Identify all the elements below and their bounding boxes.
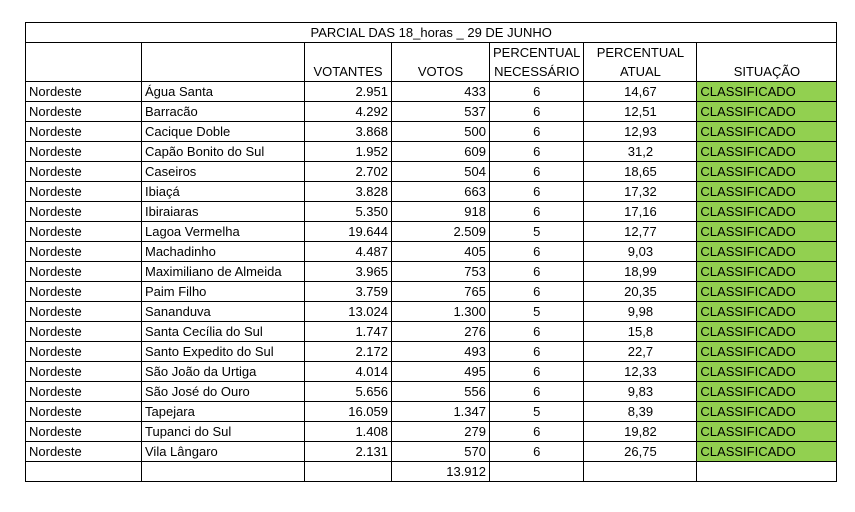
cell-percentual-atual[interactable]: 9,03 [584, 242, 697, 262]
header-percentual-necessario[interactable] [490, 43, 584, 82]
cell-votantes[interactable]: 3.828 [305, 182, 392, 202]
cell-votos[interactable]: 500 [392, 122, 490, 142]
cell-city[interactable]: Tapejara [142, 402, 305, 422]
header-perc-nec-line1: PERCENTUAL [493, 45, 581, 60]
cell-situacao[interactable]: CLASSIFICADO [697, 302, 837, 322]
cell-region[interactable]: Nordeste [26, 382, 142, 402]
table-row [26, 242, 837, 262]
table-row [26, 222, 837, 242]
table-row [26, 142, 837, 162]
cell-situacao[interactable]: CLASSIFICADO [697, 342, 837, 362]
cell-situacao[interactable]: CLASSIFICADO [697, 82, 837, 102]
cell-percentual-necessario[interactable]: 6 [490, 382, 584, 402]
header-votantes[interactable]: VOTANTES [305, 43, 392, 82]
cell-situacao[interactable]: CLASSIFICADO [697, 422, 837, 442]
cell-region[interactable]: Nordeste [26, 102, 142, 122]
cell-percentual-necessario[interactable]: 6 [490, 322, 584, 342]
cell-votantes[interactable]: 19.644 [305, 222, 392, 242]
cell-situacao[interactable]: CLASSIFICADO [697, 262, 837, 282]
cell-percentual-atual[interactable]: 18,65 [584, 162, 697, 182]
cell-region[interactable]: Nordeste [26, 222, 142, 242]
cell-city[interactable]: Lagoa Vermelha [142, 222, 305, 242]
cell-city[interactable]: São João da Urtiga [142, 362, 305, 382]
cell-votos[interactable]: 405 [392, 242, 490, 262]
cell-votos[interactable]: 276 [392, 322, 490, 342]
cell-city[interactable]: Paim Filho [142, 282, 305, 302]
cell-votos[interactable]: 537 [392, 102, 490, 122]
table-row [26, 442, 837, 462]
cell-percentual-atual[interactable]: 17,32 [584, 182, 697, 202]
cell-percentual-atual[interactable]: 31,2 [584, 142, 697, 162]
cell-votantes[interactable]: 2.131 [305, 442, 392, 462]
cell-percentual-atual[interactable]: 14,67 [584, 82, 697, 102]
header-percentual-atual[interactable] [584, 43, 697, 82]
cell-votantes[interactable]: 3.965 [305, 262, 392, 282]
table-row [26, 182, 837, 202]
cell-percentual-atual[interactable]: 26,75 [584, 442, 697, 462]
cell-votantes[interactable]: 2.172 [305, 342, 392, 362]
empty-cell[interactable] [584, 462, 697, 482]
cell-votos[interactable]: 1.347 [392, 402, 490, 422]
cell-region[interactable]: Nordeste [26, 162, 142, 182]
cell-city[interactable]: Ibiaçá [142, 182, 305, 202]
cell-situacao[interactable]: CLASSIFICADO [697, 142, 837, 162]
cell-percentual-necessario[interactable]: 6 [490, 182, 584, 202]
cell-situacao[interactable]: CLASSIFICADO [697, 322, 837, 342]
cell-percentual-atual[interactable]: 9,83 [584, 382, 697, 402]
header-perc-nec-line2: NECESSÁRIO [494, 64, 580, 79]
empty-cell[interactable] [490, 462, 584, 482]
table-row [26, 362, 837, 382]
cell-percentual-necessario[interactable]: 6 [490, 82, 584, 102]
cell-city[interactable]: Capão Bonito do Sul [142, 142, 305, 162]
empty-cell[interactable] [697, 462, 837, 482]
cell-votantes[interactable]: 13.024 [305, 302, 392, 322]
cell-votos[interactable]: 2.509 [392, 222, 490, 242]
cell-city[interactable]: Vila Lângaro [142, 442, 305, 462]
cell-votos[interactable]: 493 [392, 342, 490, 362]
cell-votantes[interactable]: 4.292 [305, 102, 392, 122]
cell-votantes[interactable]: 3.868 [305, 122, 392, 142]
cell-votos[interactable]: 433 [392, 82, 490, 102]
cell-votantes[interactable]: 1.747 [305, 322, 392, 342]
table-row [26, 342, 837, 362]
cell-percentual-atual[interactable]: 9,98 [584, 302, 697, 322]
cell-percentual-atual[interactable]: 15,8 [584, 322, 697, 342]
cell-situacao[interactable]: CLASSIFICADO [697, 162, 837, 182]
header-region[interactable] [26, 43, 142, 82]
cell-votantes[interactable]: 4.487 [305, 242, 392, 262]
cell-city[interactable]: Ibiraiaras [142, 202, 305, 222]
cell-percentual-atual[interactable]: 22,7 [584, 342, 697, 362]
cell-votos[interactable]: 495 [392, 362, 490, 382]
cell-city[interactable]: Sananduva [142, 302, 305, 322]
cell-votantes[interactable]: 2.702 [305, 162, 392, 182]
cell-votos[interactable]: 663 [392, 182, 490, 202]
cell-city[interactable]: Santa Cecília do Sul [142, 322, 305, 342]
cell-percentual-atual[interactable]: 17,16 [584, 202, 697, 222]
table-row [26, 262, 837, 282]
cell-votos[interactable]: 570 [392, 442, 490, 462]
cell-city[interactable]: Machadinho [142, 242, 305, 262]
cell-percentual-necessario[interactable]: 6 [490, 242, 584, 262]
cell-region[interactable]: Nordeste [26, 262, 142, 282]
cell-region[interactable]: Nordeste [26, 402, 142, 422]
total-row [26, 462, 837, 482]
table-row [26, 202, 837, 222]
cell-votos[interactable]: 279 [392, 422, 490, 442]
header-perc-atual-line2: ATUAL [619, 64, 661, 79]
empty-cell[interactable] [26, 462, 142, 482]
cell-percentual-necessario[interactable]: 6 [490, 142, 584, 162]
cell-votos[interactable]: 504 [392, 162, 490, 182]
cell-percentual-atual[interactable]: 18,99 [584, 262, 697, 282]
table-row [26, 382, 837, 402]
cell-percentual-atual[interactable]: 12,33 [584, 362, 697, 382]
table-row [26, 422, 837, 442]
cell-situacao[interactable]: CLASSIFICADO [697, 382, 837, 402]
cell-percentual-necessario[interactable]: 5 [490, 402, 584, 422]
table-row [26, 302, 837, 322]
cell-percentual-necessario[interactable]: 6 [490, 162, 584, 182]
cell-situacao[interactable]: CLASSIFICADO [697, 122, 837, 142]
total-votos[interactable]: 13.912 [392, 462, 490, 482]
header-votos[interactable]: VOTOS [392, 43, 490, 82]
cell-city[interactable]: Caseiros [142, 162, 305, 182]
cell-region[interactable]: Nordeste [26, 282, 142, 302]
cell-region[interactable]: Nordeste [26, 442, 142, 462]
cell-votantes[interactable]: 16.059 [305, 402, 392, 422]
cell-city[interactable]: Santo Expedito do Sul [142, 342, 305, 362]
cell-situacao[interactable]: CLASSIFICADO [697, 402, 837, 422]
cell-region[interactable]: Nordeste [26, 82, 142, 102]
cell-percentual-atual[interactable]: 12,51 [584, 102, 697, 122]
cell-votos[interactable]: 1.300 [392, 302, 490, 322]
cell-situacao[interactable]: CLASSIFICADO [697, 362, 837, 382]
cell-city[interactable]: Água Santa [142, 82, 305, 102]
cell-percentual-necessario[interactable]: 5 [490, 222, 584, 242]
cell-situacao[interactable]: CLASSIFICADO [697, 282, 837, 302]
cell-percentual-necessario[interactable]: 6 [490, 262, 584, 282]
cell-city[interactable]: Cacique Doble [142, 122, 305, 142]
title-row [26, 23, 837, 43]
cell-votantes[interactable]: 5.656 [305, 382, 392, 402]
cell-percentual-atual[interactable]: 12,77 [584, 222, 697, 242]
cell-percentual-necessario[interactable]: 6 [490, 122, 584, 142]
cell-votos[interactable]: 753 [392, 262, 490, 282]
cell-votantes[interactable]: 1.408 [305, 422, 392, 442]
cell-situacao[interactable]: CLASSIFICADO [697, 242, 837, 262]
cell-city[interactable]: Tupanci do Sul [142, 422, 305, 442]
cell-region[interactable]: Nordeste [26, 422, 142, 442]
cell-percentual-necessario[interactable]: 6 [490, 342, 584, 362]
cell-region[interactable]: Nordeste [26, 302, 142, 322]
header-perc-atual-line1: PERCENTUAL [596, 45, 685, 60]
sheet-title[interactable]: PARCIAL DAS 18_horas _ 29 DE JUNHO [26, 23, 837, 43]
header-city[interactable] [142, 43, 305, 82]
cell-votantes[interactable]: 4.014 [305, 362, 392, 382]
table-row [26, 102, 837, 122]
cell-percentual-atual[interactable]: 8,39 [584, 402, 697, 422]
table-row [26, 162, 837, 182]
cell-votantes[interactable]: 5.350 [305, 202, 392, 222]
table-row [26, 82, 837, 102]
cell-region[interactable]: Nordeste [26, 322, 142, 342]
cell-percentual-necessario[interactable]: 6 [490, 442, 584, 462]
cell-region[interactable]: Nordeste [26, 142, 142, 162]
cell-situacao[interactable]: CLASSIFICADO [697, 222, 837, 242]
cell-city[interactable]: Barracão [142, 102, 305, 122]
cell-percentual-necessario[interactable]: 6 [490, 202, 584, 222]
table-row [26, 402, 837, 422]
cell-city[interactable]: Maximiliano de Almeida [142, 262, 305, 282]
cell-situacao[interactable]: CLASSIFICADO [697, 182, 837, 202]
table-row [26, 282, 837, 302]
cell-region[interactable]: Nordeste [26, 202, 142, 222]
cell-votos[interactable]: 918 [392, 202, 490, 222]
cell-percentual-necessario[interactable]: 5 [490, 302, 584, 322]
cell-votos[interactable]: 556 [392, 382, 490, 402]
empty-cell[interactable] [142, 462, 305, 482]
cell-percentual-atual[interactable]: 12,93 [584, 122, 697, 142]
cell-region[interactable]: Nordeste [26, 362, 142, 382]
cell-percentual-atual[interactable]: 19,82 [584, 422, 697, 442]
cell-situacao[interactable]: CLASSIFICADO [697, 102, 837, 122]
cell-votantes[interactable]: 2.951 [305, 82, 392, 102]
table-row [26, 122, 837, 142]
cell-percentual-necessario[interactable]: 6 [490, 102, 584, 122]
empty-cell[interactable] [305, 462, 392, 482]
cell-situacao[interactable]: CLASSIFICADO [697, 202, 837, 222]
cell-percentual-atual[interactable]: 20,35 [584, 282, 697, 302]
spreadsheet-table [25, 22, 837, 482]
cell-percentual-necessario[interactable]: 6 [490, 422, 584, 442]
cell-region[interactable]: Nordeste [26, 182, 142, 202]
cell-percentual-necessario[interactable]: 6 [490, 282, 584, 302]
cell-region[interactable]: Nordeste [26, 122, 142, 142]
cell-situacao[interactable]: CLASSIFICADO [697, 442, 837, 462]
cell-region[interactable]: Nordeste [26, 242, 142, 262]
cell-votos[interactable]: 765 [392, 282, 490, 302]
cell-region[interactable]: Nordeste [26, 342, 142, 362]
cell-votantes[interactable]: 3.759 [305, 282, 392, 302]
cell-votos[interactable]: 609 [392, 142, 490, 162]
cell-percentual-necessario[interactable]: 6 [490, 362, 584, 382]
header-row [26, 43, 837, 82]
table-row [26, 322, 837, 342]
header-situacao[interactable]: SITUAÇÃO [697, 43, 837, 82]
cell-city[interactable]: São José do Ouro [142, 382, 305, 402]
cell-votantes[interactable]: 1.952 [305, 142, 392, 162]
